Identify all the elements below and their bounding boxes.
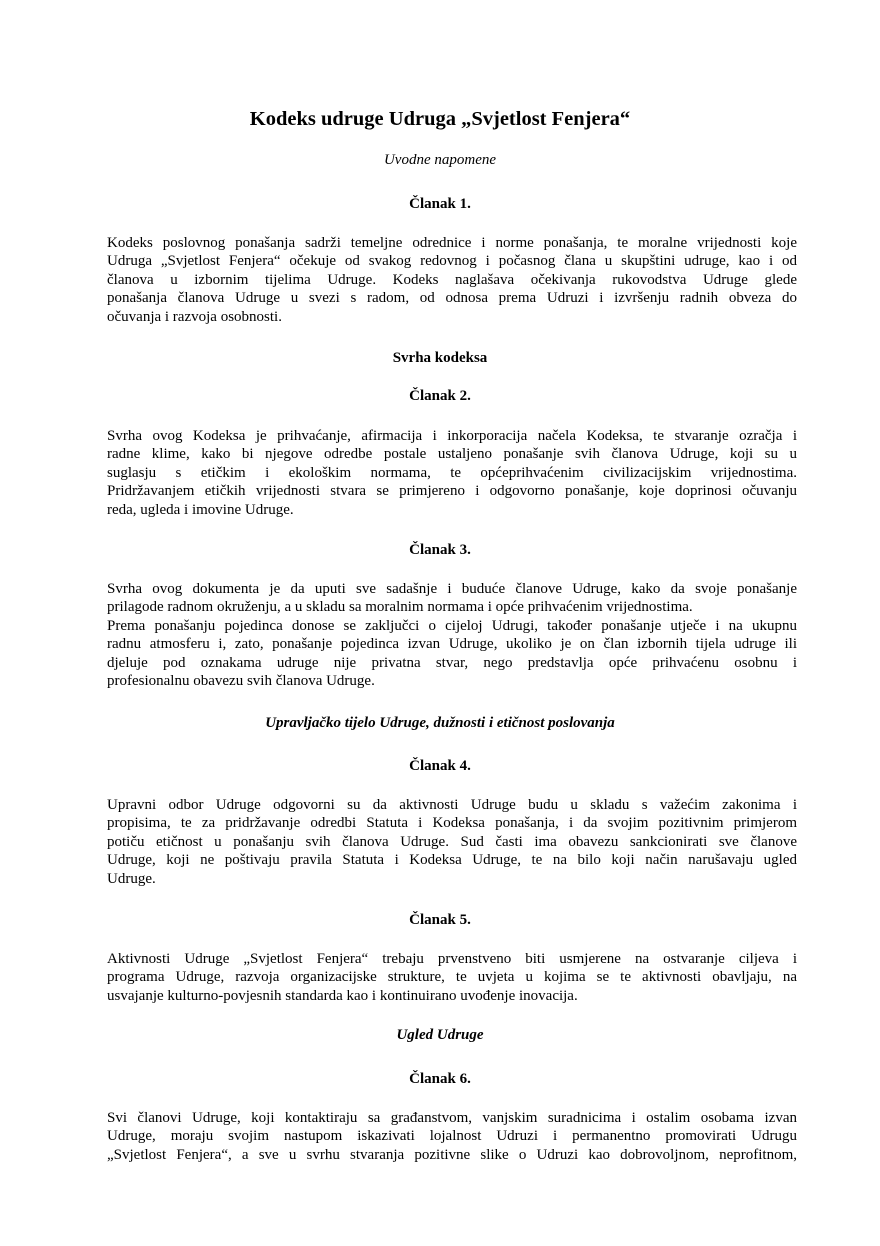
article-4-heading: Članak 4. — [409, 758, 471, 774]
section-heading-intro: Uvodne napomene — [383, 152, 497, 168]
paragraph-line: Prema ponašanju pojedinca donose se zaključci o cijeloj Udrugi, također ponašanje utječe i na ukupnu — [107, 617, 797, 634]
paragraph-line: radne klime, kako bi njegove odredbe postale ustaljeno ponašanje svih članova Udruge, koji su u — [107, 446, 797, 463]
paragraph-line: suglasju s etičkim i ekološkim normama, te općeprihvaćenim civilizacijskim vrijednostima. — [107, 464, 797, 481]
paragraph-line: Upravni odbor Udruge odgovorni su da aktivnosti Udruge budu u skladu s važećim zakonima i — [107, 797, 797, 813]
paragraph-line: Udruga „Svjetlost Fenjera“ očekuje od svakog redovnog i počasnog člana u skupštini udruge, kao i od — [107, 253, 797, 270]
paragraph-line: Udruge. — [107, 870, 156, 887]
paragraph-line: Aktivnosti Udruge „Svjetlost Fenjera“ trebaju prvenstveno biti usmjerene na ostvaranje ciljeva i — [107, 951, 797, 967]
paragraph-line: programa Udruge, razvoja organizacijske strukture, te uvjeta u kojima se te aktivnosti obavljaju, na — [107, 969, 797, 986]
paragraph-line: djeluje pod oznakama udruge nije privatna stvar, nego predstavlja opće prihvaćenu osobnu i — [107, 654, 797, 671]
paragraph-line: potiču etičnost u ponašanju svih članova Udruge. Sud časti ima obavezu sankcionirati sve članove — [107, 833, 797, 850]
article-4-paragraph — [107, 796, 797, 888]
section-heading-purpose: Svrha kodeksa — [392, 350, 488, 366]
paragraph-line: Pridržavanjem etičkih vrijednosti stvara se primjereno i odgovorno ponašanje, koje doprinosi očuvanju — [107, 483, 797, 500]
article-2-paragraph — [107, 427, 797, 519]
paragraph-line: „Svjetlost Fenjera“, a sve u svrhu stvaranja pozitivne slike o Udruzi kao dobrovoljnom, neprofitnom, — [107, 1146, 797, 1163]
article-1-paragraph — [107, 234, 797, 326]
paragraph-line: Svi članovi Udruge, koji kontaktiraju sa građanstvom, vanjskim suradnicima i ostalim osobama izvan — [107, 1110, 797, 1126]
section-heading-reputation: Ugled Udruge — [396, 1027, 484, 1043]
article-5-heading: Članak 5. — [409, 912, 471, 928]
paragraph-line: ponašanja članova Udruge u svezi s radom, od odnosa prema Udruzi i izvršenju radnih obveza do — [107, 290, 797, 307]
article-5-paragraph — [107, 950, 797, 1005]
paragraph-line: propisima, te za pridržavanje odredbi Statuta i Kodeksa ponašanja, i da svojim pozitivnim primjerom — [107, 815, 797, 832]
paragraph-line: usvajanje kulturno-povjesnih standarda kao i kontinuirano uvođenje inovacija. — [107, 987, 578, 1004]
article-3-heading: Članak 3. — [409, 542, 471, 558]
article-6-heading: Članak 6. — [409, 1071, 471, 1087]
paragraph-line: profesionalnu obavezu svih članova Udruge. — [107, 672, 375, 689]
paragraph-line: Udruge, moraju svojim nastupom iskazivati lojalnost Udruzi i permanentno promovirati Udrugu — [107, 1128, 797, 1145]
article-2-heading: Članak 2. — [409, 388, 471, 404]
article-1-heading: Članak 1. — [409, 196, 471, 212]
paragraph-line: Svrha ovog Kodeksa je prihvaćanje, afirmacija i inkorporacija načela Kodeksa, te stvaranje ozračja i — [107, 428, 797, 444]
paragraph-line: očuvanja i razvoja osobnosti. — [107, 308, 282, 325]
document-title: Kodeks udruge Udruga „Svjetlost Fenjera“ — [249, 108, 631, 130]
paragraph-line: reda, ugleda i imovine Udruge. — [107, 501, 294, 518]
paragraph-line: članova u izbornim tijelima Udruge. Kodeks naglašava očekivanja rukovodstva Udruge glede — [107, 271, 797, 288]
paragraph-line: Kodeks poslovnog ponašanja sadrži temeljne odrednice i norme ponašanja, te moralne vrijednosti koje — [107, 235, 797, 251]
paragraph-line: Udruge, koji ne poštivaju pravila Statuta i Kodeksa Udruge, te na bilo koji način narušavaju ugled — [107, 852, 797, 869]
article-3-paragraph — [107, 580, 797, 690]
paragraph-line: Svrha ovog dokumenta je da uputi sve sadašnje i buduće članove Udruge, kako da svoje ponašanje — [107, 581, 797, 597]
section-heading-governance: Upravljačko tijelo Udruge, dužnosti i etičnost poslovanja — [265, 715, 615, 731]
paragraph-line: prilagode radnom okruženju, a u skladu sa moralnim normama i opće prihvaćenim vrijednostima. — [107, 599, 693, 616]
article-6-paragraph — [107, 1109, 797, 1164]
paragraph-line: radnu atmosferu i, zato, ponašanje pojedinca izvan Udruge, ukoliko je on član izbornih tijela udruge ili — [107, 636, 797, 653]
